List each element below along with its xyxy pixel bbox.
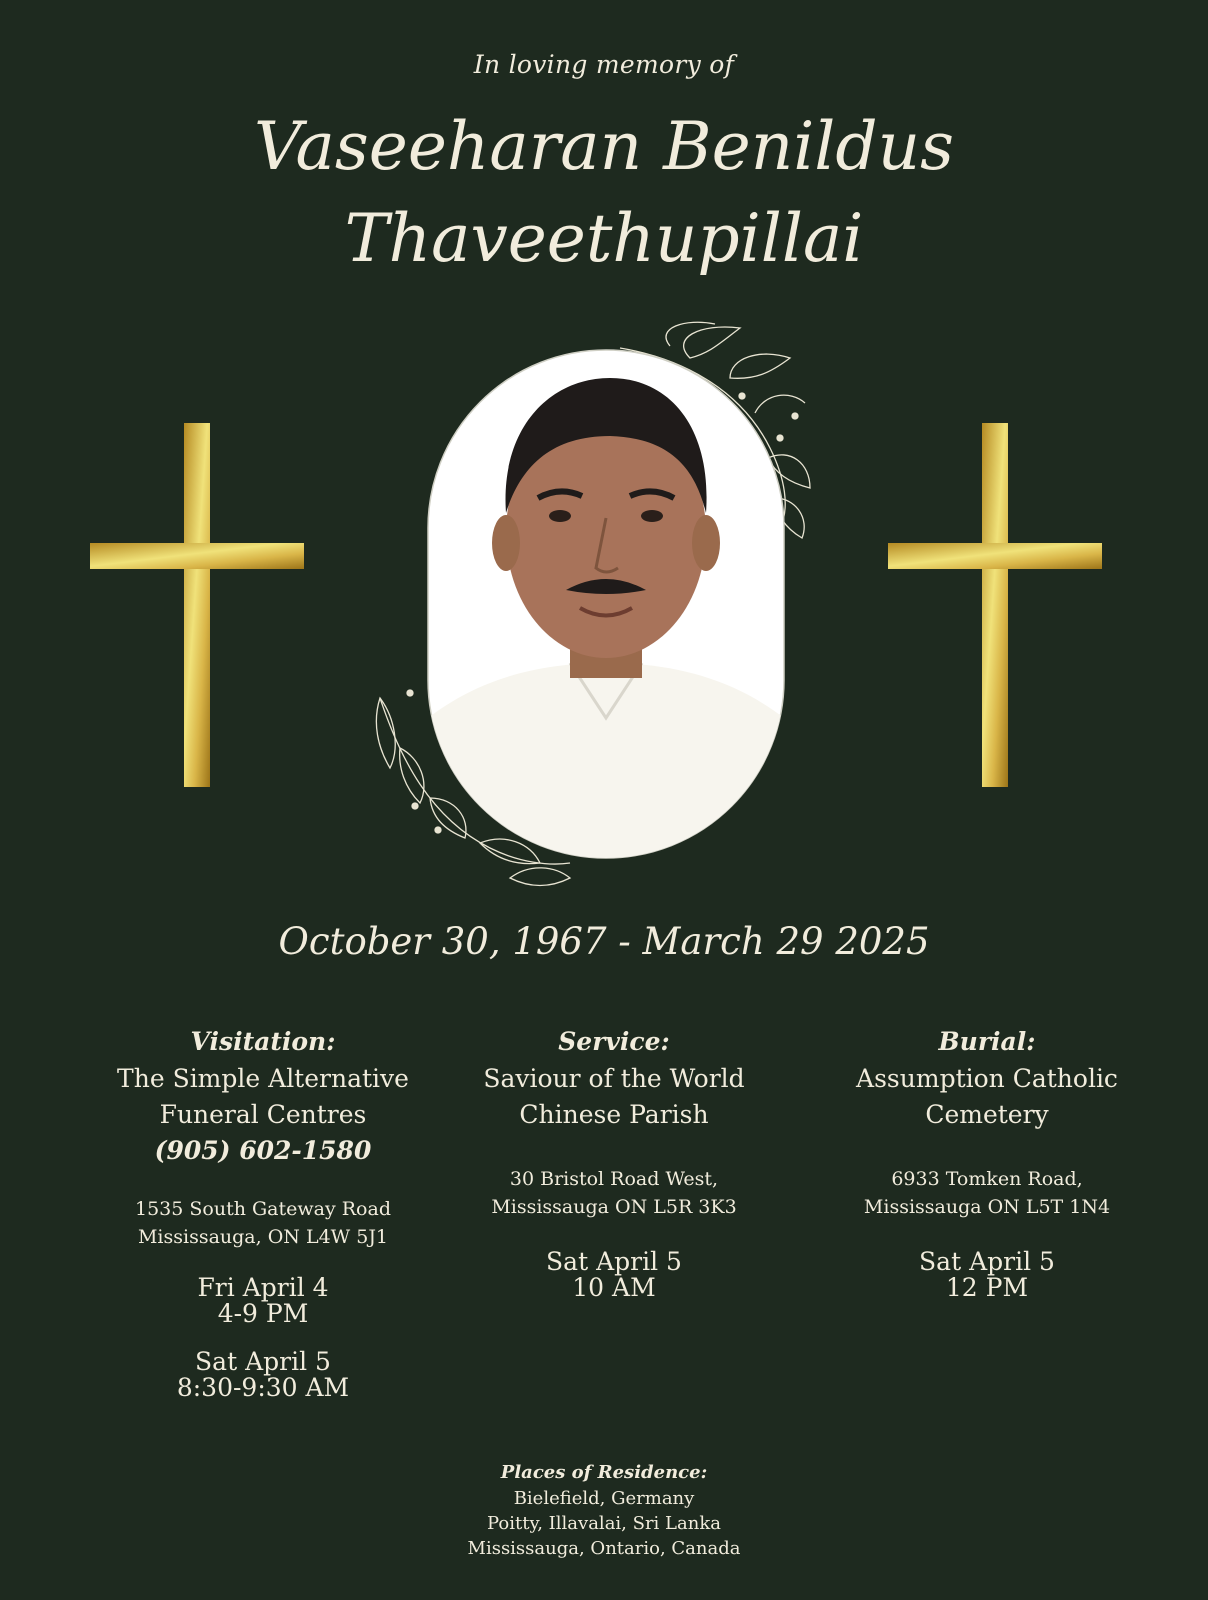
burial-time-hours: 12 PM (945, 1273, 1029, 1302)
residence-place: Bielefield, Germany (513, 1488, 695, 1509)
visitation-address-line2: Mississauga, ON L4W 5J1 (137, 1226, 389, 1248)
visitation-address-line1: 1535 South Gateway Road (135, 1198, 391, 1220)
visitation-venue-line2: Funeral Centres (159, 1100, 367, 1129)
portrait-frame (370, 318, 840, 898)
residence-section (0, 1460, 1208, 1561)
burial-section (797, 1025, 1177, 1301)
visitation-venue-line1: The Simple Alternative (117, 1064, 409, 1093)
life-dates: October 30, 1967 - March 29 2025 (278, 920, 930, 963)
visitation-time2 (73, 1349, 453, 1401)
visitation-time1 (73, 1275, 453, 1327)
service-heading: Service: (558, 1027, 670, 1056)
gold-cross-left-icon (90, 423, 304, 787)
service-section (424, 1025, 804, 1301)
service-venue-line2: Chinese Parish (519, 1100, 709, 1129)
visitation-time1-day: Fri April 4 (197, 1273, 329, 1302)
deceased-name-line1: Vaseeharan Benildus (253, 108, 955, 185)
service-venue-line1: Saviour of the World (483, 1064, 745, 1093)
service-time-hours: 10 AM (572, 1273, 656, 1302)
visitation-time2-day: Sat April 5 (195, 1347, 331, 1376)
service-time (424, 1249, 804, 1301)
visitation-heading: Visitation: (190, 1027, 336, 1056)
burial-venue-line1: Assumption Catholic (856, 1064, 1118, 1093)
service-time-day: Sat April 5 (546, 1247, 682, 1276)
gold-cross-right-icon (888, 423, 1102, 787)
burial-time-day: Sat April 5 (919, 1247, 1055, 1276)
visitation-time1-hours: 4-9 PM (217, 1299, 309, 1328)
intro-text: In loving memory of (473, 50, 735, 79)
burial-address-line2: Mississauga ON L5T 1N4 (863, 1196, 1111, 1218)
visitation-section (73, 1025, 453, 1401)
visitation-time2-hours: 8:30-9:30 AM (176, 1373, 350, 1402)
service-address-line2: Mississauga ON L5R 3K3 (491, 1196, 737, 1218)
service-address-line1: 30 Bristol Road West, (509, 1168, 719, 1190)
residence-place: Poitty, Illavalai, Sri Lanka (487, 1513, 721, 1534)
deceased-name-line2: Thaveethupillai (344, 200, 864, 277)
burial-venue-line2: Cemetery (925, 1100, 1049, 1129)
burial-heading: Burial: (938, 1027, 1036, 1056)
visitation-phone: (905) 602-1580 (154, 1136, 372, 1165)
burial-address-line1: 6933 Tomken Road, (891, 1168, 1083, 1190)
burial-time (797, 1249, 1177, 1301)
residence-heading: Places of Residence: (500, 1462, 708, 1483)
residence-place: Mississauga, Ontario, Canada (467, 1538, 741, 1559)
